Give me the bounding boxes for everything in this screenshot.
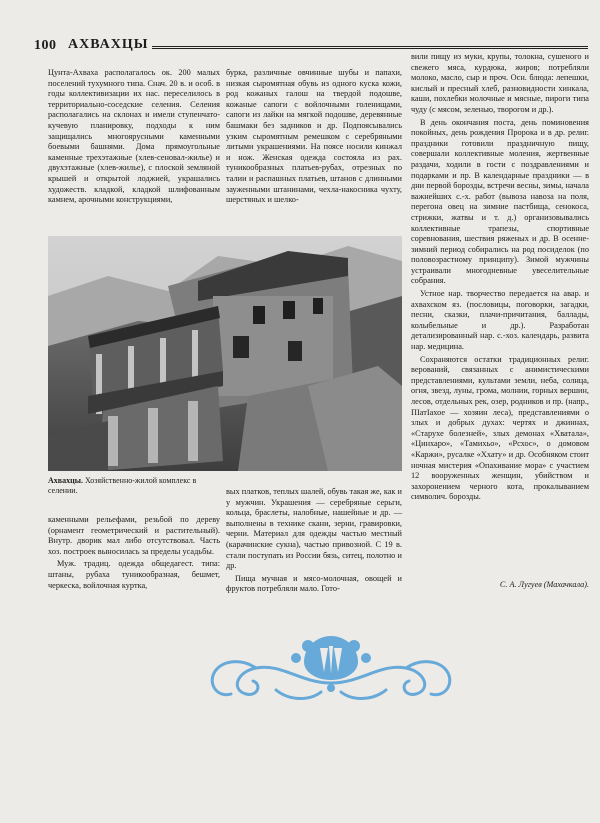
stone-building-photo <box>48 236 402 471</box>
column-2-bottom <box>226 487 402 595</box>
paragraph: Сохраняются остатки традиционных религ. верований, связанных с анимистическими представлениями, культами земли, неба, солнца, огня, звезд, луны, грома, молнии, горных вершин, лесов, отдельных рек, озер, родников и пр. (напр., ПІатІахое — хозяин леса), представлениями о злых и добрых духах: чертях и джиннах, «Старухе болезней», злых демонах «Хватала», «Цинхаро», «Тамихьо», «Рсхос», о домовом «Каржи», русалке «Ххату» и др. Особняком стоит ночная мистерия «Опахивание мора» с участием 12 вооруженных женщин, убийством и захоронением черного кота, прокалыванием символич. борозды. <box>411 354 589 502</box>
paragraph: В день окончания поста, день поминовения покойных, день рождения Пророка и в др. религ. праздники готовили праздничную пищу, совершали коллективные моления, жертвенные раздачи, ходили в гости с поздравлениями и подарками и пр. В календарные праздники — в дни первой борозды, встречи весны, зимы, начала важнейших с.-х. работ (вывоза навоза на поля, перегона овец на зимние пастбища, сенокоса, стрижки, жатвы и т. д.) организовывались коллективные трапезы, спортивные соревнования, шествия ряженых и др. В осенне-зимний период собирались на род посиделок (по половозрастному принципу). Зимой мужчины устраивали многодневные увеселительные собрания. <box>411 117 589 286</box>
caption-title: Ахвахцы. <box>48 476 83 485</box>
paragraph: каменными рельефами, резьбой по дереву (орнамент геометрический и растительный). Внутр. дворик мал либо отсутствовал. Часть хоз. построек выносилась за пределы усадьбы. <box>48 515 220 556</box>
village-photo <box>48 236 402 471</box>
running-title: АХВАХЦЫ <box>68 37 149 52</box>
paragraph: Устное нар. творчество передается на авар. и ахвахском яз. (пословицы, поговорки, загадки, песни, сказки, плачи-причитания, баллады, колыбельные и др.). Разработан детализированный нар. с.-хоз. календарь, развита нар. медицина. <box>411 289 589 352</box>
header-rule <box>152 46 588 49</box>
photo-caption <box>48 476 220 496</box>
page-number: 100 <box>34 38 57 53</box>
column-2-top <box>226 68 402 206</box>
caption-text: Хозяйственно-жилой комплекс в селении. <box>48 476 197 495</box>
column-3 <box>411 52 589 503</box>
decorative-ornament-icon <box>196 628 466 706</box>
paragraph: вых платков, теплых шалей, обувь такая же, как и у мужчин. Украшения — серебряные серьги, кольца, браслеты, налобные, нашейные и др. — выполнены в технике скани, зерни, гравировки, черни. Материал для одежды частью местный (карачинские сукна), частью привозной. С 19 в. стали поступать из России бязь, ситец, полотно и др. <box>226 487 402 571</box>
column-1-top <box>48 68 220 206</box>
paragraph: Пища мучная и мясо-молочная, овощей и фруктов потребляли мало. Гото- <box>226 573 402 594</box>
paragraph: Цунта-Ахваха располагалось ок. 200 малых поселений тухумного типа. Снач. 20 в. и особ. в годы коллективизации их нас. переселилось в территориально-соседские селения. Селения располагались на склонах и имели ступенчато-кучевую планировку, подходы к ним защищались многоярусными каменными боевыми башнями. Дома прямоугольные каменные трехэтажные (хлев-сеновал-жилье) и двухэтажные (хлев-жилье), с плоской земляной крышей и открытой лоджией, украшались художеств. кладкой, кладкой шлифованным камнем, арочными конструкциями, <box>48 68 220 205</box>
paragraph: Муж. традиц. одежда общедагест. типа: штаны, рубаха туникообразная, бешмет, черкеска, войлочная куртка, <box>48 559 220 590</box>
column-1-bottom <box>48 515 220 591</box>
paragraph: бурка, различные овчинные шубы и папахи, низкая сыромятная обувь из одного куска кожи, род кожаных галош на твердой подошве, кожаные сапоги с войлочными голенищами, сапоги из лайки на мягкой подошве, деревянные башмаки без задников и др. Подпоясывались узким сыромятным ремешком с серебряными литыми украшениями. На поясе носили кинжал и нож. Женская одежда состояла из рах. туникообразных платьев-рубах, отрезных по талии и распашных платьев, штанов с длинными зауженными штанинами, чехла-накосника чухту, шерстяных и шелко- <box>226 68 402 205</box>
author-signature: С. А. Лугуев (Махачкала). <box>499 580 589 589</box>
paragraph: вили пищу из муки, крупы, толокна, сушеного и свежего мяса, курдюка, жиров; потребляли молоко, масло, сыр и проч. Осн. блюда: лепешки, кислый и пресный хлеб, разновидности хинкала, каши, похлебки молочные и мясные, пироги типа чуду (с мясом, зеленью, творогом и др.). <box>411 52 589 114</box>
